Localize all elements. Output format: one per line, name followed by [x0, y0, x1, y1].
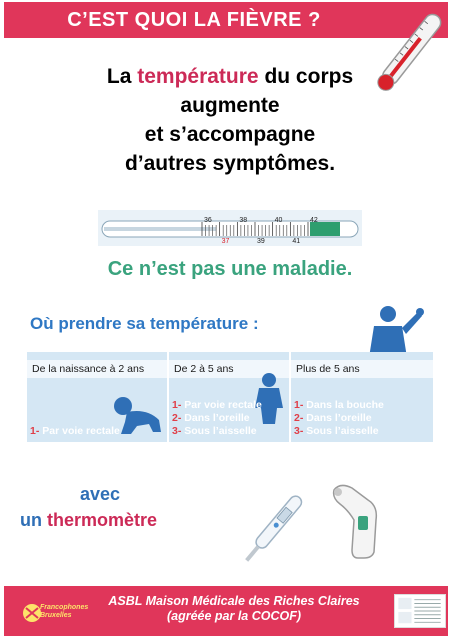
instruction-item: 2- Dans l’oreille [172, 412, 250, 424]
statement-line-3: et s’accompagne [144, 123, 316, 146]
instruction-item: 2- Dans l’oreille [294, 412, 372, 424]
digital-thermometer-icon [238, 484, 308, 574]
panel-toddler [169, 352, 289, 442]
page-title: C’EST QUOI LA FIÈVRE ? [67, 9, 321, 31]
instruction-item: 1- Par voie rectale [172, 399, 262, 411]
scale-label: 36 [204, 217, 212, 224]
statement-line-1: La température du corps [106, 65, 354, 88]
scale-label: 41 [292, 238, 301, 245]
with-text: avec [79, 484, 121, 504]
logo-text: Francophones Bruxelles [40, 604, 89, 619]
statement-line-4: d’autres symptômes. [124, 152, 336, 175]
scale-label: 40 [274, 217, 283, 224]
statement-highlight: température [137, 65, 259, 88]
ear-thermometer-icon [328, 480, 388, 560]
footer-band [4, 586, 448, 636]
main-statement [40, 62, 420, 178]
instruction-item: 1- Par voie rectale [30, 425, 120, 437]
scale-label: 42 [310, 217, 318, 224]
instruction-item: 1- Dans la bouche [294, 399, 384, 411]
organization-name: ASBL Maison Médicale des Riches Claires (agréée par la COCOF) [108, 594, 360, 623]
panel-instructions [30, 425, 120, 438]
instruction-item: 3- Sous l’aisselle [172, 425, 257, 437]
info-card-icon [394, 594, 446, 628]
instruction-item: 3- Sous l’aisselle [294, 425, 379, 437]
thermometer-text: un thermomètre [20, 510, 158, 530]
panel-older-child [291, 352, 433, 442]
scale-label: 37 [221, 238, 230, 245]
panel-instructions [294, 399, 384, 438]
panel-instructions [172, 399, 262, 438]
scale-label: 39 [257, 238, 265, 245]
scale-label: 38 [239, 217, 248, 224]
statement-line-2: augmente [180, 94, 280, 117]
panel-newborn [27, 352, 167, 442]
panel-title: De 2 à 5 ans [169, 360, 289, 378]
where-title: Où prendre sa température : [30, 314, 259, 333]
not-disease-text: Ce n’est pas une maladie. [107, 258, 353, 280]
panel-title: Plus de 5 ans [291, 360, 433, 378]
panel-title: De la naissance à 2 ans [27, 360, 167, 378]
glass-thermometer-image [98, 210, 362, 246]
